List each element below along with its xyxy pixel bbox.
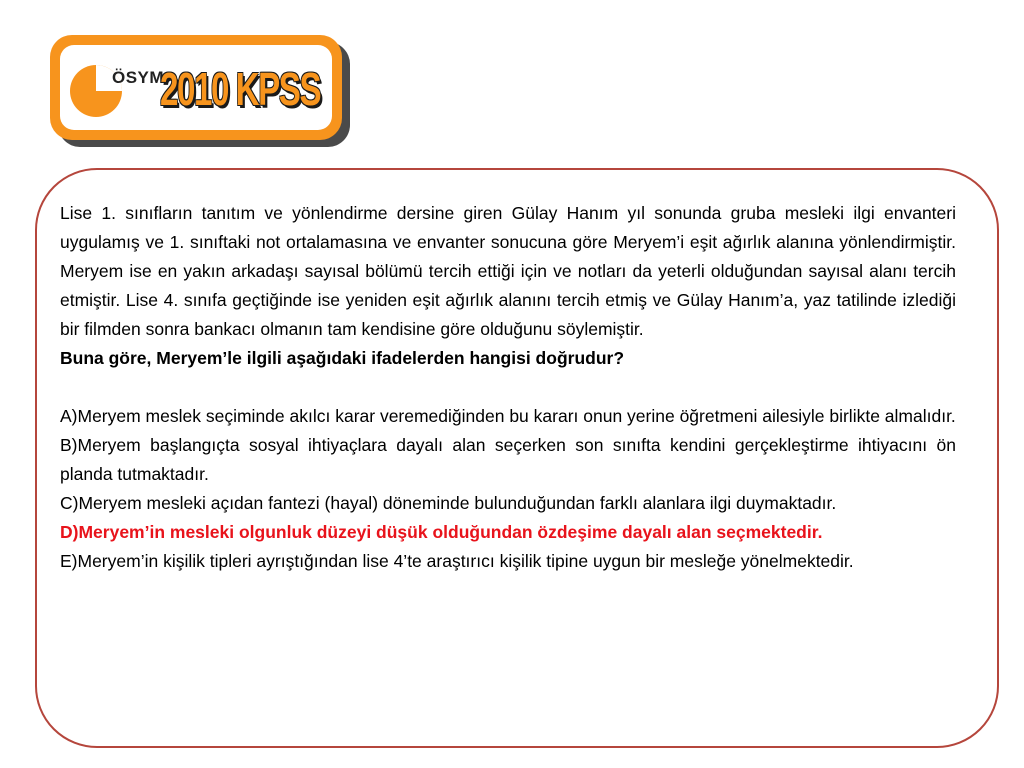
- spacer: [60, 373, 956, 402]
- exam-title: 2010 KPSS: [160, 63, 321, 115]
- question-content: [60, 199, 956, 576]
- option-e: E)Meryem’in kişilik tipleri ayrıştığından lise 4’te araştırıcı kişilik tipine uygun bir mesleğe yönelmektedir.: [60, 551, 854, 571]
- question-stem: Buna göre, Meryem’le ilgili aşağıdaki ifadelerden hangisi doğrudur?: [60, 348, 625, 368]
- osym-label: ÖSYM: [112, 68, 165, 87]
- option-b: B)Meryem başlangıçta sosyal ihtiyaçlara dayalı alan seçerken son sınıfta kendini gerçekleştirme ihtiyacını ön planda tutmaktadır.: [60, 435, 956, 484]
- option-a: A)Meryem meslek seçiminde akılcı karar veremediğinden bu kararı onun yerine öğretmeni ailesiyle birlikte almalıdır.: [60, 406, 956, 426]
- option-d-correct: D)Meryem’in mesleki olgunluk düzeyi düşük olduğundan özdeşime dayalı alan seçmektedir.: [60, 522, 823, 542]
- question-passage: Lise 1. sınıfların tanıtım ve yönlendirme dersine giren Gülay Hanım yıl sonunda gruba mesleki ilgi envanteri uygulamış ve 1. sınıftaki not ortalamasına ve envanter sonucuna göre Meryem’i eşit ağırlık alanına yönlendirmiştir. Meryem ise en yakın arkadaşı sayısal bölümü tercih ettiği için ve notları da yeterli olduğundan sayısal alanı tercih etmiştir. Lise 4. sınıfa geçtiğinde ise yeniden eşit ağırlık alanını tercih etmiş ve Gülay Hanım’a, yaz tatilinde izlediği bir filmden sonra bankacı olmanın tam kendisine göre olduğunu söylemiştir.: [60, 203, 956, 339]
- option-c: C)Meryem mesleki açıdan fantezi (hayal) döneminde bulunduğundan farklı alanlara ilgi duymaktadır.: [60, 493, 837, 513]
